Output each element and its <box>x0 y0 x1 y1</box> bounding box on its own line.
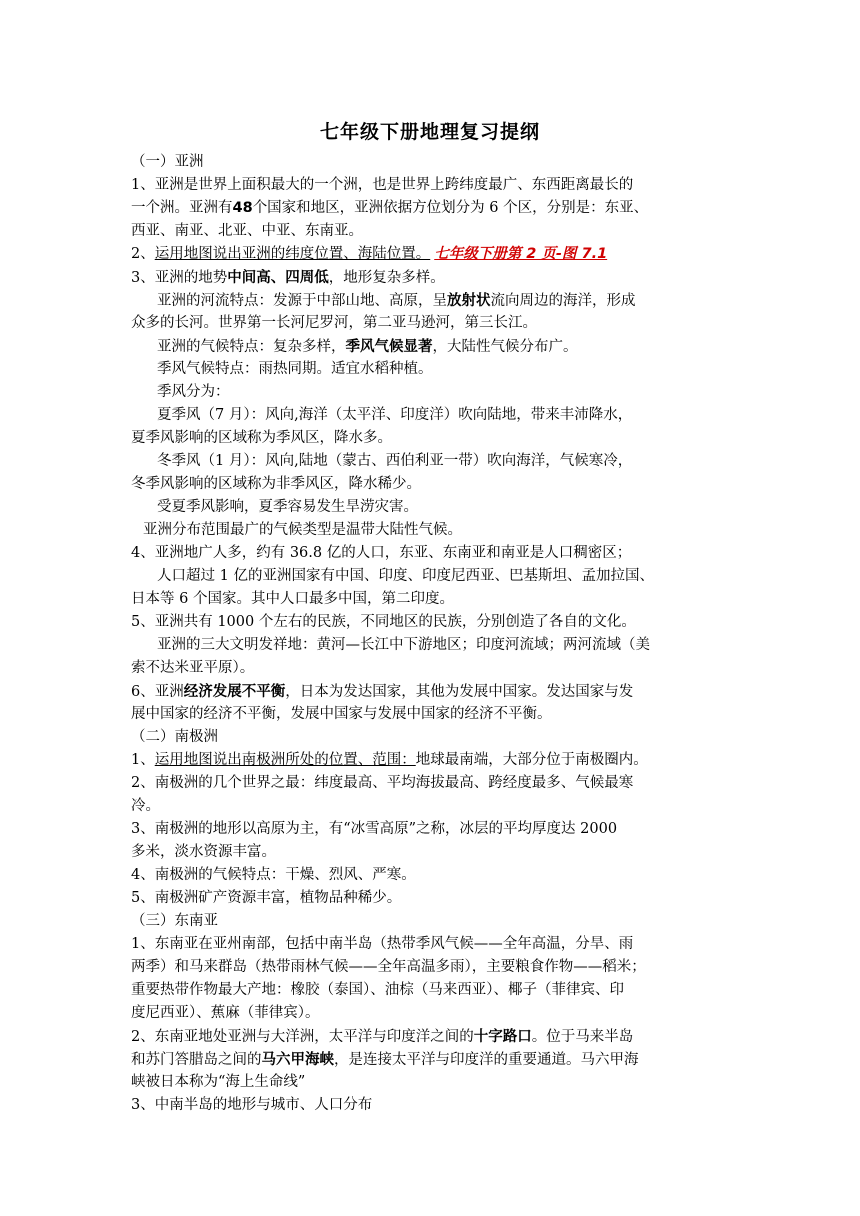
paragraph-line: 度尼西亚）、蕉麻（菲律宾）。 <box>131 1005 320 1021</box>
paragraph-line: 亚洲的三大文明发祥地：黄河—长江中下游地区；印度河流域；两河流域（美 <box>157 637 650 653</box>
paragraph-line: 1、东南亚在亚州南部，包括中南半岛（热带季风气候——全年高温，分旱、雨 <box>131 936 634 952</box>
text-run: 2、 <box>131 246 155 262</box>
text-run: 。位于马来半岛 <box>531 1029 634 1045</box>
text-run: 亚洲的河流特点：发源于中部山地、高原，呈 <box>157 293 447 309</box>
bold-number: 48 <box>232 200 253 216</box>
paragraph-line: 冷。 <box>131 798 160 814</box>
section-heading-southeast-asia: （三）东南亚 <box>131 913 218 929</box>
text-run: 2、东南亚地处亚洲与大洋洲，太平洋与印度洋之间的 <box>131 1029 474 1045</box>
paragraph-line: 冬季风影响的区域称为非季风区，降水稀少。 <box>131 476 421 492</box>
paragraph-line <box>131 335 735 358</box>
paragraph-line: 夏季风（7 月）：风向,海洋（太平洋、印度洋）吹向陆地，带来丰沛降水， <box>157 407 633 423</box>
paragraph-line: 日本等 6 个国家。其中人口最多中国，第二印度。 <box>131 591 454 607</box>
text-run: 6、亚洲 <box>131 684 184 700</box>
paragraph-line: 受夏季风影响，夏季容易发生旱涝灾害。 <box>157 499 418 515</box>
section-heading-antarctica: （二）南极洲 <box>131 729 218 745</box>
document-body <box>131 151 735 1117</box>
paragraph-line: 展中国家的经济不平衡，发展中国家与发展中国家的经济不平衡。 <box>131 706 552 722</box>
paragraph-line: 两季）和马来群岛（热带雨林气候——全年高温多雨），主要粮食作物——稻米； <box>131 959 646 975</box>
paragraph-line: 5、南极洲矿产资源丰富，植物品种稀少。 <box>131 890 402 906</box>
paragraph-line <box>131 289 735 312</box>
paragraph-line: 多米，淡水资源丰富。 <box>131 844 276 860</box>
textbook-reference: 七年级下册第 2 页-图 7.1 <box>434 246 608 262</box>
bold-text: 马六甲海峡 <box>261 1051 334 1068</box>
paragraph-line: 5、亚洲共有 1000 个左右的民族，不同地区的民族，分别创造了各自的文化。 <box>131 614 636 630</box>
bold-text: 中间高、四周低 <box>227 269 329 286</box>
paragraph-line <box>131 749 735 772</box>
text-run: 和苏门答腊岛之间的 <box>131 1052 262 1068</box>
paragraph-line: 季风分为： <box>157 384 230 400</box>
paragraph-line: 西亚、南亚、北亚、中亚、东南亚。 <box>131 223 363 239</box>
text-run: ，大陆性气候分布广。 <box>432 339 578 355</box>
paragraph-line: 2、南极洲的几个世界之最：纬度最高、平均海拔最高、跨经度最多、气候最寒 <box>131 775 634 791</box>
paragraph-line: 3、南极洲的地形以高原为主，有“冰雪高原”之称，冰层的平均厚度达 2000 <box>131 821 618 837</box>
underlined-text: 运用地图说出南极洲所处的位置、范围： <box>154 752 416 768</box>
paragraph-line <box>131 266 735 289</box>
paragraph-line: 冬季风（1 月）：风向,陆地（蒙古、西伯利亚一带）吹向海洋，气候寒冷， <box>157 453 633 469</box>
text-run: ，地形复杂多样。 <box>328 270 445 286</box>
paragraph-line: 索不达米亚平原）。 <box>131 660 255 676</box>
text-run: 亚洲的气候特点：复杂多样， <box>157 339 346 355</box>
paragraph-line: 4、亚洲地广人多，约有 36.8 亿的人口，东亚、东南亚和南亚是人口稠密区； <box>131 545 632 561</box>
bold-text: 放射状 <box>447 292 491 309</box>
document-title: 七年级下册地理复习提纲 <box>319 121 540 143</box>
text-run: ，是连接太平洋与印度洋的重要通道。马六甲海 <box>334 1052 639 1068</box>
paragraph-line: 亚洲分布范围最广的气候类型是温带大陆性气候。 <box>143 522 462 538</box>
text-run: ，日本为发达国家，其他为发展中国家。发达国家与发 <box>285 684 634 700</box>
paragraph-line <box>131 680 735 703</box>
text-run: 一个洲。亚洲有 <box>131 200 233 216</box>
paragraph-line: 峡被日本称为“海上生命线” <box>131 1074 306 1090</box>
paragraph-line: 1、亚洲是世界上面积最大的一个洲，也是世界上跨纬度最广、东西距离最长的 <box>131 177 634 193</box>
paragraph-line <box>131 243 735 266</box>
bold-text: 十字路口 <box>473 1028 532 1045</box>
text-run: 地球最南端，大部分位于南极圈内。 <box>415 752 648 768</box>
text-run: 1、 <box>131 752 155 768</box>
paragraph-line: 夏季风影响的区域称为季风区，降水多。 <box>131 430 392 446</box>
section-heading-asia: （一）亚洲 <box>131 154 204 170</box>
underlined-text: 运用地图说出亚洲的纬度位置、海陆位置。 <box>154 246 431 262</box>
bold-text: 经济发展不平衡 <box>183 683 286 700</box>
paragraph-line: 人口超过 1 亿的亚洲国家有中国、印度、印度尼西亚、巴基斯坦、孟加拉国、 <box>157 568 654 584</box>
paragraph-line <box>131 1025 735 1048</box>
text-run: 个国家和地区，亚洲依据方位划分为 6 个区，分别是：东亚、 <box>252 200 649 216</box>
paragraph-line: 众多的长河。世界第一长河尼罗河，第二亚马逊河，第三长江。 <box>131 315 537 331</box>
paragraph-line: 重要热带作物最大产地：橡胶（泰国）、油棕（马来西亚）、椰子（菲律宾、印 <box>131 982 624 998</box>
paragraph-line: 3、中南半岛的地形与城市、人口分布 <box>131 1097 373 1113</box>
bold-text: 季风气候显著 <box>345 338 433 355</box>
paragraph-line <box>131 197 735 220</box>
paragraph-line <box>131 1048 735 1071</box>
text-run: 3、亚洲的地势 <box>131 270 228 286</box>
text-run: 流向周边的海洋，形成 <box>490 293 636 309</box>
paragraph-line: 4、南极洲的气候特点：干燥、烈风、严寒。 <box>131 867 416 883</box>
paragraph-line: 季风气候特点：雨热同期。适宜水稻种植。 <box>157 361 433 377</box>
